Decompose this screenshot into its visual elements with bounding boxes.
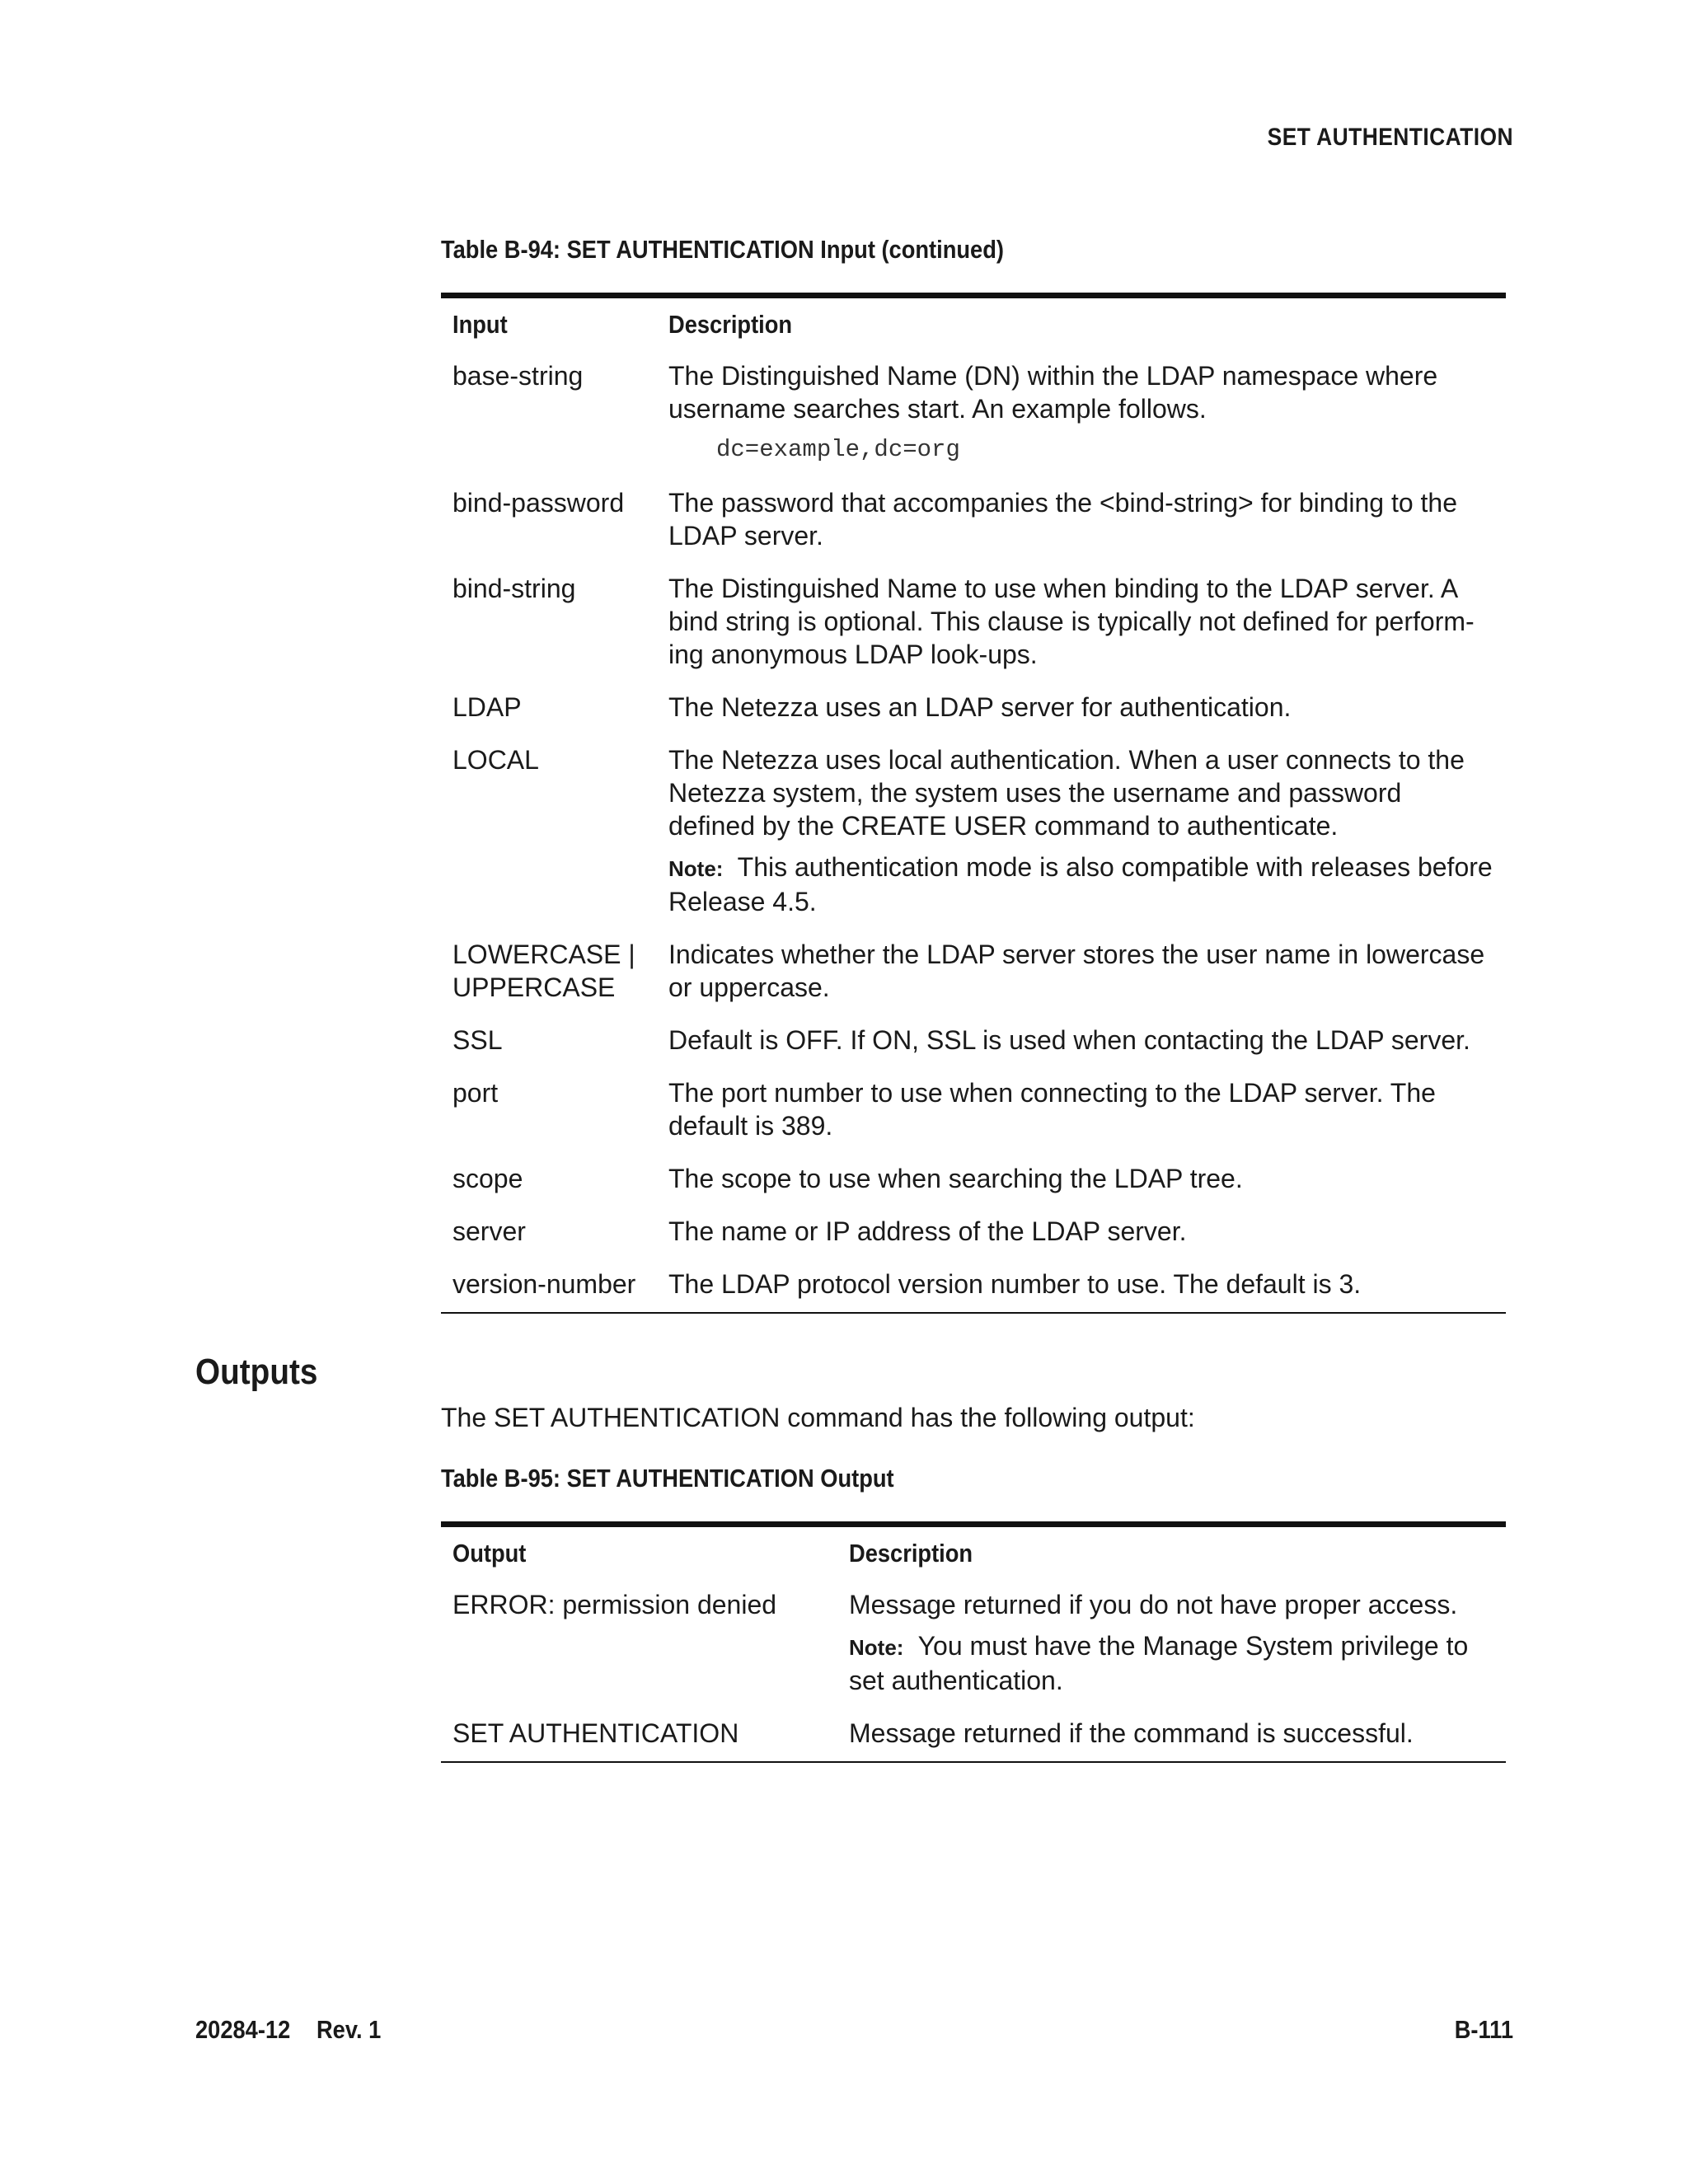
footer-doc-id [195, 2015, 381, 2045]
column-header-input: Input [452, 310, 508, 339]
input-name: LDAP [452, 692, 522, 722]
input-description: The Netezza uses an LDAP server for authentication. [668, 692, 1292, 722]
input-description: The port number to use when connecting to the LDAP server. The default is 389. [668, 1078, 1436, 1141]
input-description: The Distinguished Name (DN) within the LDAP namespace where username searches start. An example follows. [668, 361, 1438, 424]
output-description: Message returned if you do not have proper access. [849, 1590, 1458, 1619]
note-label: Note: [849, 1635, 904, 1660]
input-name: bind-string [452, 574, 576, 603]
table-row [441, 681, 1506, 733]
input-description: Indicates whether the LDAP server stores the user name in lowercase or uppercase. [668, 940, 1485, 1002]
input-table-block [441, 235, 1506, 1314]
output-table [441, 1521, 1506, 1763]
code-example: dc=example,dc=org [716, 436, 960, 463]
table-row [441, 349, 1506, 476]
column-header-description: Description [668, 310, 793, 339]
input-description: The Netezza uses local authentication. When a user connects to the Netezza system, the system uses the username and password defined by the CREATE USER command to authenticate. [668, 745, 1465, 841]
input-name: bind-password [452, 488, 625, 518]
table-row [441, 928, 1506, 1014]
input-description: The name or IP address of the LDAP server. [668, 1216, 1187, 1246]
table-row [441, 1014, 1506, 1066]
input-description: The Distinguished Name to use when binding to the LDAP server. A bind string is optional. This clause is typically not defined for perform-ing anonymous LDAP look-ups. [668, 574, 1475, 669]
input-name: version-number [452, 1269, 636, 1299]
input-description: The LDAP protocol version number to use. The default is 3. [668, 1269, 1362, 1299]
section-heading-outputs: Outputs [195, 1352, 318, 1392]
input-description: The password that accompanies the <bind-string> for binding to the LDAP server. [668, 488, 1458, 551]
output-name: ERROR: permission denied [452, 1590, 777, 1619]
table-row [441, 562, 1506, 681]
input-table-caption: Table B-94: SET AUTHENTICATION Input (continued) [441, 235, 1004, 264]
table-header-row [441, 296, 1506, 350]
table-row [441, 1707, 1506, 1762]
input-name: port [452, 1078, 499, 1108]
input-name: SSL [452, 1025, 503, 1055]
note-label: Note: [668, 856, 724, 881]
outputs-intro: The SET AUTHENTICATION command has the following output: [441, 1403, 1195, 1432]
table-row [441, 1205, 1506, 1258]
page-number: B-111 [1454, 2015, 1513, 2044]
input-description-cell [657, 733, 1506, 928]
note [849, 1629, 1494, 1697]
revision: Rev. 1 [316, 2015, 382, 2044]
table-row [441, 733, 1506, 928]
column-header-output: Output [452, 1539, 527, 1568]
input-name: LOCAL [452, 745, 539, 775]
output-table-caption: Table B-95: SET AUTHENTICATION Output [441, 1464, 894, 1493]
column-header-description: Description [849, 1539, 973, 1568]
doc-number: 20284-12 [195, 2015, 291, 2044]
input-description-cell [657, 349, 1506, 476]
table-row [441, 1258, 1506, 1313]
input-name: LOWERCASE | UPPERCASE [452, 940, 635, 1002]
note [668, 851, 1494, 918]
table-row [441, 1578, 1506, 1707]
output-name: SET AUTHENTICATION [452, 1718, 739, 1748]
output-description-cell [837, 1578, 1506, 1707]
input-name: server [452, 1216, 526, 1246]
note-text: This authentication mode is also compatible with releases before Release 4.5. [668, 852, 1493, 916]
input-description: The scope to use when searching the LDAP tree. [668, 1164, 1243, 1193]
input-name: scope [452, 1164, 523, 1193]
output-description: Message returned if the command is successful. [849, 1718, 1414, 1748]
output-section-block [441, 1401, 1506, 1763]
table-header-row [441, 1525, 1506, 1579]
table-row [441, 476, 1506, 562]
table-row [441, 1066, 1506, 1152]
note-text: You must have the Manage System privilege to set authentication. [849, 1631, 1469, 1695]
table-row [441, 1152, 1506, 1205]
input-name: base-string [452, 361, 584, 391]
input-description: Default is OFF. If ON, SSL is used when contacting the LDAP server. [668, 1025, 1470, 1055]
input-table [441, 293, 1506, 1314]
running-header: SET AUTHENTICATION [1267, 124, 1513, 151]
